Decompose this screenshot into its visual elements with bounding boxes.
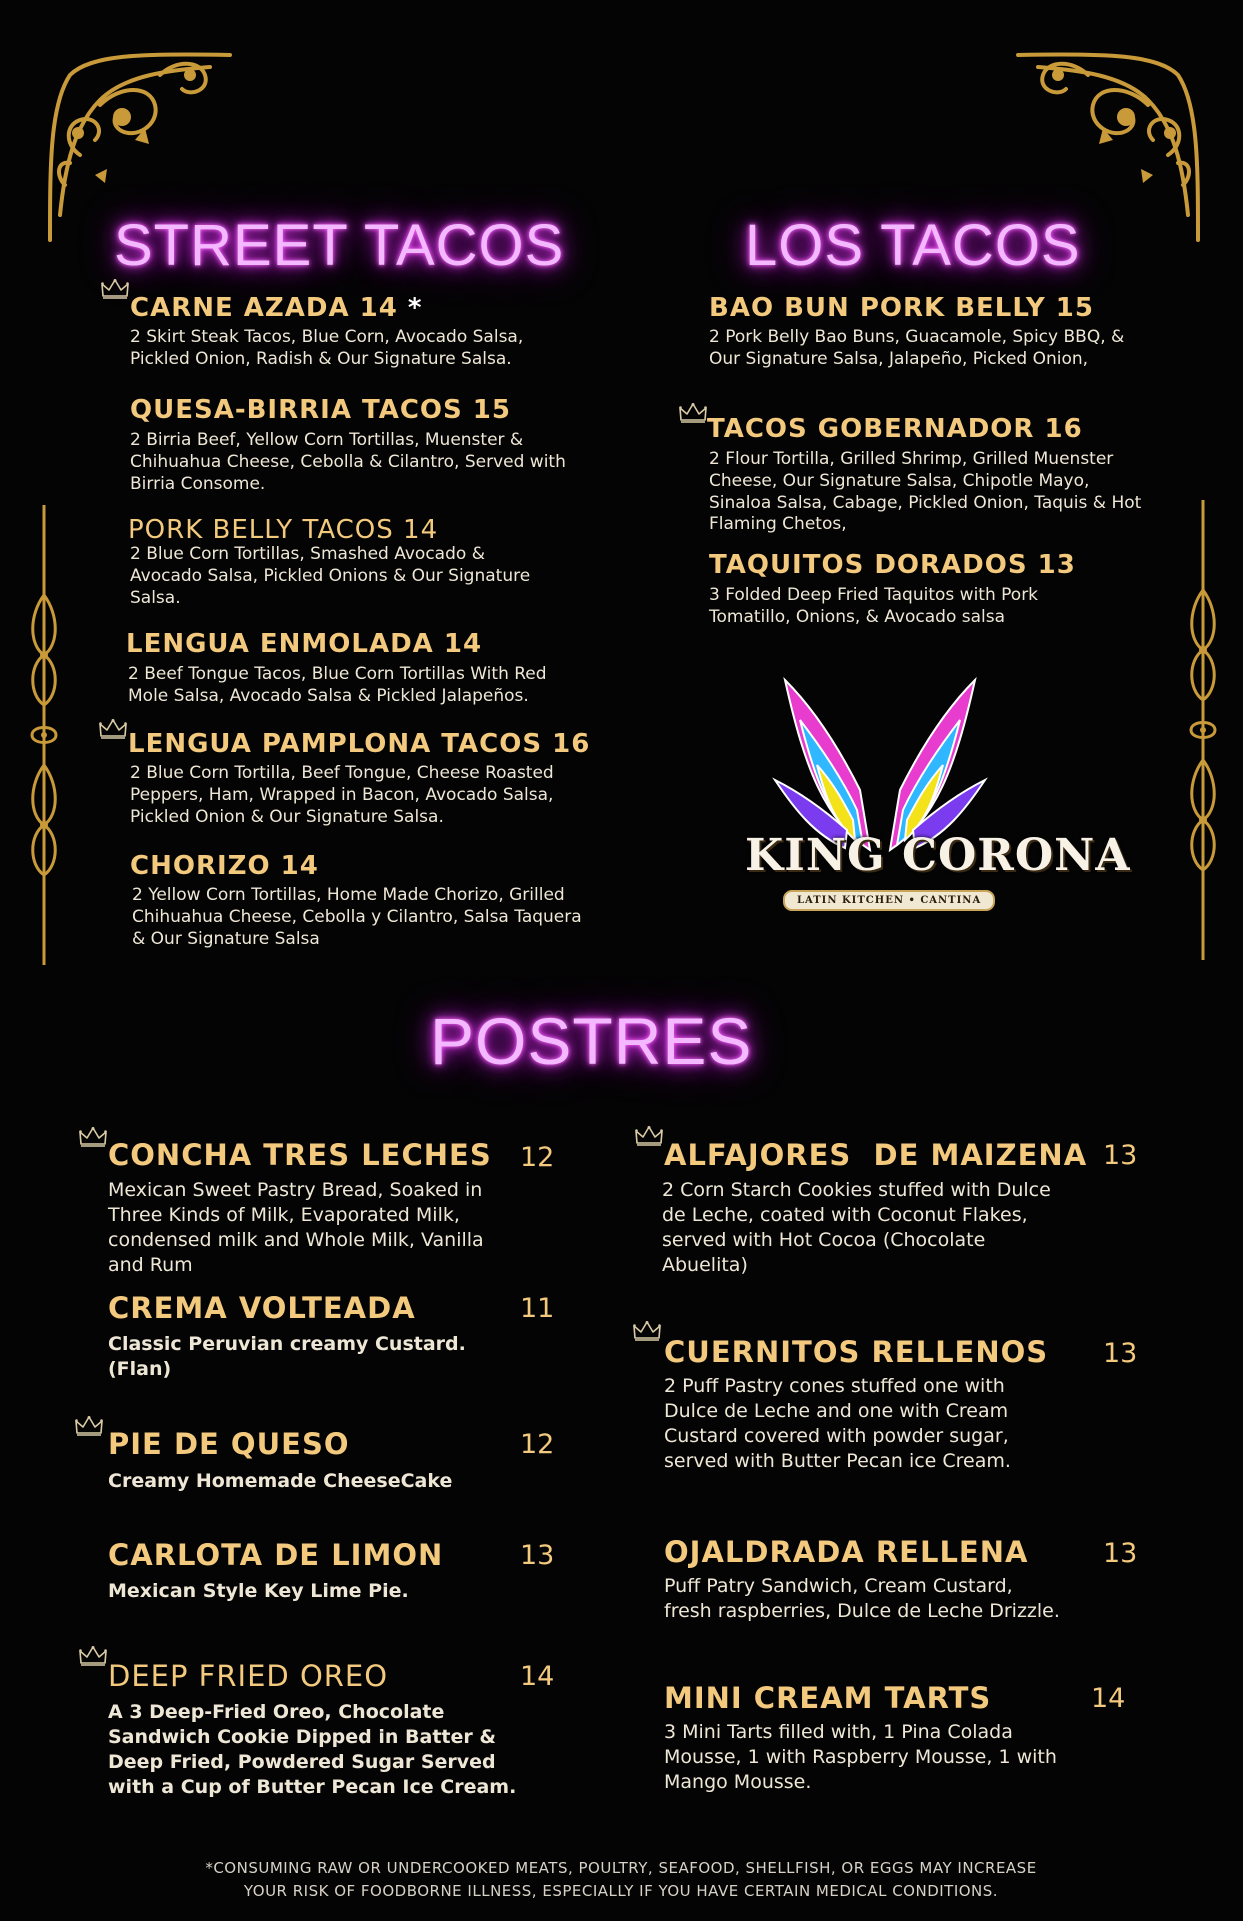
- dessert-price: 12: [520, 1142, 555, 1173]
- dessert-description: 2 Corn Starch Cookies stuffed with Dulce de Leche, coated with Coconut Flakes, served with Hot Cocoa (Chocolate Abuelita): [662, 1179, 1051, 1277]
- crown-icon: [78, 1645, 108, 1667]
- menu-item-title: CARNE AZADA 14 *: [130, 293, 423, 323]
- dessert-description: 3 Mini Tarts filled with, 1 Pina Colada Mousse, 1 with Raspberry Mousse, 1 with Mango Mousse.: [664, 1721, 1057, 1794]
- side-ornament-left: [24, 505, 64, 965]
- dessert-title: ALFAJORES DE MAIZENA: [664, 1138, 1088, 1172]
- menu-item-title: BAO BUN PORK BELLY 15: [709, 293, 1094, 323]
- menu-item-description: 2 Blue Corn Tortillas, Smashed Avocado & Avocado Salsa, Pickled Onions & Our Signature Salsa.: [130, 544, 531, 608]
- los-tacos-heading: LOS TACOS: [745, 213, 1081, 278]
- street-tacos-heading: STREET TACOS: [114, 213, 565, 278]
- logo-subtitle: LATIN KITCHEN • CANTINA: [783, 890, 995, 911]
- menu-item-description: 2 Blue Corn Tortilla, Beef Tongue, Cheese Roasted Peppers, Ham, Wrapped in Bacon, Avocado Salsa, Pickled Onion & Our Signature Salsa.: [130, 763, 554, 827]
- menu-item-description: 2 Birria Beef, Yellow Corn Tortillas, Muenster & Chihuahua Cheese, Cebolla & Cilantro, Served with Birria Consome.: [130, 430, 566, 494]
- menu-item-title: QUESA-BIRRIA TACOS 15: [130, 395, 511, 425]
- dessert-title: DEEP FRIED OREO: [108, 1659, 389, 1693]
- crown-icon: [100, 278, 130, 300]
- crown-icon: [78, 1126, 108, 1148]
- dessert-description: Classic Peruvian creamy Custard. (Flan): [108, 1333, 466, 1381]
- food-safety-disclaimer: [121, 1857, 1121, 1904]
- dessert-price: 13: [1103, 1140, 1138, 1171]
- crown-icon: [98, 718, 128, 740]
- dessert-title: CARLOTA DE LIMON: [108, 1538, 444, 1572]
- dessert-description: Mexican Style Key Lime Pie.: [108, 1580, 409, 1602]
- dessert-price: 14: [520, 1661, 555, 1692]
- crown-icon: [632, 1320, 662, 1342]
- dessert-price: 12: [520, 1429, 555, 1460]
- menu-item-description: 2 Skirt Steak Tacos, Blue Corn, Avocado Salsa, Pickled Onion, Radish & Our Signature Salsa.: [130, 327, 524, 369]
- menu-item-title: TAQUITOS DORADOS 13: [709, 550, 1076, 580]
- menu-item-title: CHORIZO 14: [130, 851, 319, 881]
- postres-heading: POSTRES: [430, 1004, 753, 1078]
- logo-name: KING CORONA: [745, 830, 1131, 881]
- dessert-title: OJALDRADA RELLENA: [664, 1535, 1029, 1569]
- disclaimer-line-1: *CONSUMING RAW OR UNDERCOOKED MEATS, POULTRY, SEAFOOD, SHELLFISH, OR EGGS MAY INCREASE: [205, 1859, 1037, 1877]
- menu-item-description: 2 Flour Tortilla, Grilled Shrimp, Grilled Muenster Cheese, Our Signature Salsa, Chipotle Mayo, Sinaloa Salsa, Cabage, Pickled Onion, Taquis & Hot Flaming Chetos,: [709, 449, 1142, 535]
- menu-item-title: LENGUA PAMPLONA TACOS 16: [128, 729, 591, 759]
- dessert-title: CREMA VOLTEADA: [108, 1291, 416, 1325]
- dessert-price: 11: [520, 1293, 555, 1324]
- crown-icon: [74, 1415, 104, 1437]
- menu-item-title: PORK BELLY TACOS 14: [128, 515, 439, 545]
- dessert-description: 2 Puff Pastry cones stuffed one with Dulce de Leche and one with Cream Custard covered with powder sugar, served with Butter Pecan ice Cream.: [664, 1375, 1011, 1473]
- menu-item-description: 2 Pork Belly Bao Buns, Guacamole, Spicy BBQ, & Our Signature Salsa, Jalapeño, Picked Onion,: [709, 327, 1125, 369]
- menu-item-description: 2 Yellow Corn Tortillas, Home Made Chorizo, Grilled Chihuahua Cheese, Cebolla y Cilantro, Salsa Taquera & Our Signature Salsa: [132, 885, 582, 949]
- allergy-asterisk: *: [407, 293, 423, 323]
- dessert-price: 13: [1103, 1338, 1138, 1369]
- side-ornament-right: [1183, 500, 1223, 960]
- king-corona-logo: [745, 670, 1131, 940]
- menu-item-title: TACOS GOBERNADOR 16: [707, 414, 1083, 444]
- dessert-title: CUERNITOS RELLENOS: [664, 1335, 1049, 1369]
- dessert-title: CONCHA TRES LECHES: [108, 1138, 492, 1172]
- dessert-title: MINI CREAM TARTS: [664, 1681, 992, 1715]
- dessert-description: Creamy Homemade CheeseCake: [108, 1470, 453, 1492]
- menu-item-title: LENGUA ENMOLADA 14: [126, 629, 483, 659]
- disclaimer-line-2: YOUR RISK OF FOODBORNE ILLNESS, ESPECIALLY IF YOU HAVE CERTAIN MEDICAL CONDITIONS.: [243, 1882, 999, 1901]
- dessert-description: Puff Patry Sandwich, Cream Custard, fresh raspberries, Dulce de Leche Drizzle.: [664, 1575, 1060, 1623]
- dessert-price: 13: [520, 1540, 555, 1571]
- dessert-price: 13: [1103, 1538, 1138, 1569]
- crown-icon: [678, 402, 708, 424]
- menu-item-description: 2 Beef Tongue Tacos, Blue Corn Tortillas With Red Mole Salsa, Avocado Salsa & Pickled Jalapeños.: [128, 664, 547, 706]
- dessert-price: 14: [1091, 1683, 1126, 1714]
- dessert-title: PIE DE QUESO: [108, 1427, 350, 1461]
- dessert-description: Mexican Sweet Pastry Bread, Soaked in Three Kinds of Milk, Evaporated Milk, condensed milk and Whole Milk, Vanilla and Rum: [108, 1179, 484, 1277]
- menu-item-description: 3 Folded Deep Fried Taquitos with Pork Tomatillo, Onions, & Avocado salsa: [709, 585, 1039, 627]
- dessert-description: A 3 Deep-Fried Oreo, Chocolate Sandwich Cookie Dipped in Batter & Deep Fried, Powdered Sugar Served with a Cup of Butter Pecan Ice Cream.: [108, 1701, 517, 1799]
- crown-icon: [634, 1125, 664, 1147]
